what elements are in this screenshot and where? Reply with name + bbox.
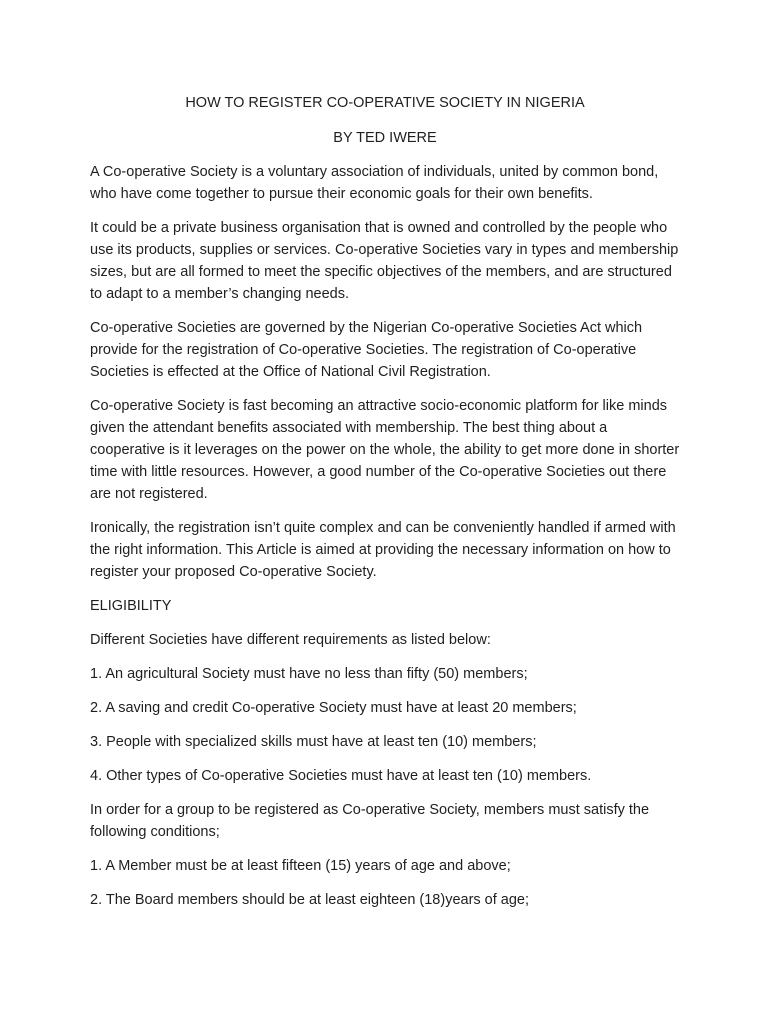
requirement-item: 1. An agricultural Society must have no less than fifty (50) members; xyxy=(90,666,528,682)
eligibility-heading: ELIGIBILITY xyxy=(90,598,172,614)
condition-item: 1. A Member must be at least fifteen (15) years of age and above; xyxy=(90,858,511,874)
requirement-item: 3. People with specialized skills must have at least ten (10) members; xyxy=(90,734,537,750)
conditions-intro: In order for a group to be registered as Co-operative Society, members must satisfy the following conditions; xyxy=(90,802,650,840)
paragraph-definition: A Co-operative Society is a voluntary association of individuals, united by common bond, who have come together to pursue their economic goals for their own benefits. xyxy=(90,164,659,202)
paragraph-business-organisation: It could be a private business organisation that is owned and controlled by the people who use its products, supplies or services. Co-operative Societies vary in types and membership sizes, but are all formed to meet the specific objectives of the members, and are structured to adapt to a member’s changing needs. xyxy=(90,220,679,302)
paragraph-governing-act: Co-operative Societies are governed by the Nigerian Co-operative Societies Act which provide for the registration of Co-operative Societies. The registration of Co-operative Societies is effected at the Office of National Civil Registration. xyxy=(90,320,643,380)
requirement-item: 4. Other types of Co-operative Societies must have at least ten (10) members. xyxy=(90,768,592,784)
paragraph-registration: Ironically, the registration isn’t quite complex and can be conveniently handled if armed with the right information. This Article is aimed at providing the necessary information on how to register your proposed Co-operative Society. xyxy=(90,520,676,580)
condition-item: 2. The Board members should be at least eighteen (18)years of age; xyxy=(90,892,530,908)
document-title: HOW TO REGISTER CO-OPERATIVE SOCIETY IN NIGERIA xyxy=(185,95,585,111)
document-byline: BY TED IWERE xyxy=(333,130,437,146)
eligibility-intro: Different Societies have different requirements as listed below: xyxy=(90,632,491,648)
requirement-item: 2. A saving and credit Co-operative Society must have at least 20 members; xyxy=(90,700,577,716)
paragraph-platform: Co-operative Society is fast becoming an attractive socio-economic platform for like minds given the attendant benefits associated with membership. The best thing about a cooperative is it leverages on the power on the whole, the ability to get more done in shorter time with little resources. However, a good number of the Co-operative Societies out there are not registered. xyxy=(90,398,680,502)
